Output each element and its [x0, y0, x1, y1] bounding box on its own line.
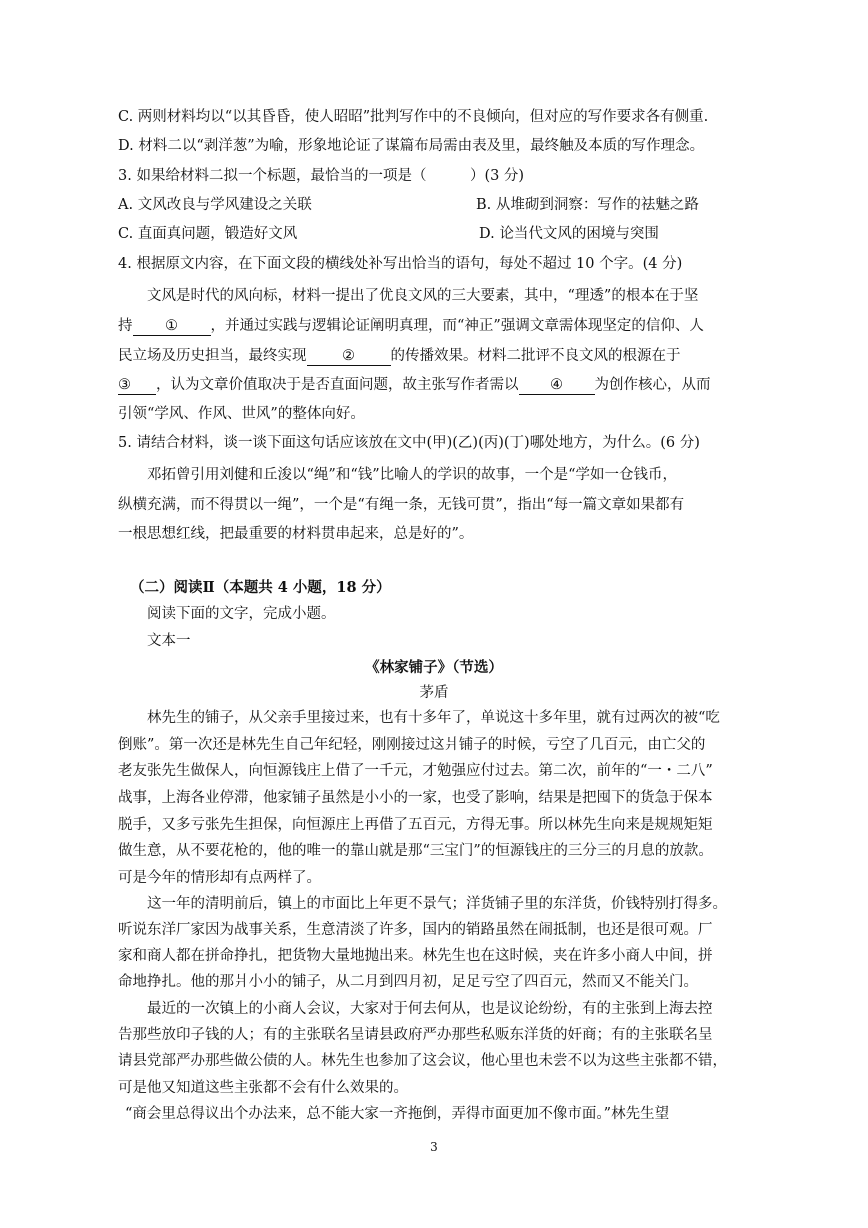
q5-quote-line: 邓拓曾引用刘健和丘浚以“绳”和“钱”比喻人的学识的故事，一个是“学如一仓钱币， — [147, 467, 678, 483]
blank-1: ① — [133, 317, 211, 336]
paragraph-line: 可是今年的情形却有点两样了。 — [118, 870, 321, 886]
blank-4: ④ — [519, 376, 595, 395]
paragraph-line: 家和商人都在拼命挣扎，把货物大量地抛出来。林先生也在这时候，夹在许多小商人中间，拼 — [118, 948, 713, 964]
q4-passage-line: ③ ，认为文章价值取决于是否直面问题，故主张写作者需以 ④ 为创作核心，从而 — [118, 377, 711, 393]
option-3d: D. 论当代文风的困境与突围 — [479, 226, 659, 242]
q5-quote-line: 一根思想红线，把最重要的材料贯串起来，总是好的”。 — [118, 526, 474, 542]
article-title: 《林家铺子》（节选） — [365, 659, 503, 676]
paragraph-line: 请县党部严办那些做公债的人。林先生也参加了这会议，他心里也未尝不以为这些主张都不错， — [118, 1053, 727, 1069]
option-2c: C. 两则材料均以“以其昏昏，使人昭昭”批判写作中的不良倾向，但对应的写作要求各有侧重. — [118, 109, 709, 125]
question-3: 3. 如果给材料二拟一个标题，最恰当的一项是（ ）(3 分) — [118, 168, 525, 184]
blank-2: ② — [307, 347, 391, 366]
option-3a: A. 文风改良与学风建设之关联 — [118, 197, 312, 213]
paragraph-line: 倒账”。第一次还是林先生自己年纪轻，刚刚接过这爿铺子的时候，亏空了几百元，由亡父的 — [118, 737, 706, 753]
paragraph-line: 告那些放印子钱的人；有的主张联名呈请县政府严办那些私贩东洋货的奸商；有的主张联名呈 — [118, 1027, 713, 1043]
option-3c: C. 直面真问题，锻造好文风 — [118, 226, 298, 242]
paragraph-line: 脱手，又多亏张先生担保，向恒源庄上再借了五百元，方得无事。所以林先生向来是规规矩矩 — [118, 817, 713, 833]
paragraph-line: 做生意，从不要花枪的，他的唯一的靠山就是那“三宝门”的恒源钱庄的三分三的月息的放款。 — [118, 843, 713, 859]
paragraph-line: 战事，上海各业停滞，他家铺子虽然是小小的一家，也受了影响，结果是把囤下的货急于保本 — [118, 790, 713, 806]
text-label: 文本一 — [147, 633, 191, 649]
instruction: 阅读下面的文字，完成小题。 — [147, 606, 336, 622]
paragraph-line: 最近的一次镇上的小商人会议，大家对于何去何从，也是议论纷纷，有的主张到上海去控 — [147, 1001, 713, 1017]
paragraph-line: 命地挣扎。他的那爿小小的铺子，从二月到四月初，足足亏空了四百元，然而又不能关门。 — [118, 974, 698, 990]
paragraph-line: “商会里总得议出个办法来，总不能大家一齐拖倒，弄得市面更加不像市面。”林先生望 — [125, 1106, 670, 1122]
q4-passage-line: 文风是时代的风向标，材料一提出了优良文风的三大要素，其中，“理透”的根本在于坚 — [147, 288, 699, 304]
question-5: 5. 请结合材料，谈一谈下面这句话应该放在文中(甲)(乙)(丙)(丁)哪处地方，为什么。(6 分) — [118, 435, 700, 451]
paragraph-line: 这一年的清明前后，镇上的市面比上年更不景气；洋货铺子里的东洋货，价钱特别打得多。 — [147, 896, 727, 912]
paragraph-line: 可是他又知道这些主张都不会有什么效果的。 — [118, 1080, 408, 1096]
paragraph-line: 老友张先生做保人，向恒源钱庄上借了一千元，才勉强应付过去。第二次，前年的“一・二八” — [118, 763, 713, 779]
paragraph-line: 林先生的铺子，从父亲手里接过来，也有十多年了，单说这十多年里，就有过两次的被“吃 — [147, 710, 720, 726]
question-4: 4. 根据原文内容，在下面文段的横线处补写出恰当的语句，每处不超过 10 个字。(4 分) — [118, 256, 683, 272]
option-2d: D. 材料二以“剥洋葱”为喻，形象地论证了谋篇布局需由表及里，最终触及本质的写作理念。 — [118, 138, 705, 154]
page-number: 3 — [430, 1140, 438, 1154]
q4-passage-line: 持 ① ，并通过实践与逻辑论证阐明真理，而“神正”强调文章需体现坚定的信仰、人 — [118, 318, 704, 334]
q4-passage-line: 民立场及历史担当，最终实现 ② 的传播效果。材料二批评不良文风的根源在于 — [118, 348, 681, 364]
blank-3: ③ — [118, 376, 156, 395]
section-heading: （二）阅读Ⅱ（本题共 4 小题，18 分） — [130, 579, 391, 596]
article-author: 茅盾 — [419, 685, 449, 701]
q5-quote-line: 纵横充满，而不得贯以一绳”，一个是“有绳一条，无钱可贯”，指出“每一篇文章如果都有 — [118, 497, 685, 513]
option-3b: B. 从堆砌到洞察：写作的祛魅之路 — [476, 197, 699, 213]
q4-passage-line: 引领“学风、作风、世风”的整体向好。 — [118, 406, 365, 422]
paragraph-line: 听说东洋厂家因为战事关系，生意清淡了许多，国内的销路虽然在闹抵制，也还是很可观。厂 — [118, 922, 713, 938]
